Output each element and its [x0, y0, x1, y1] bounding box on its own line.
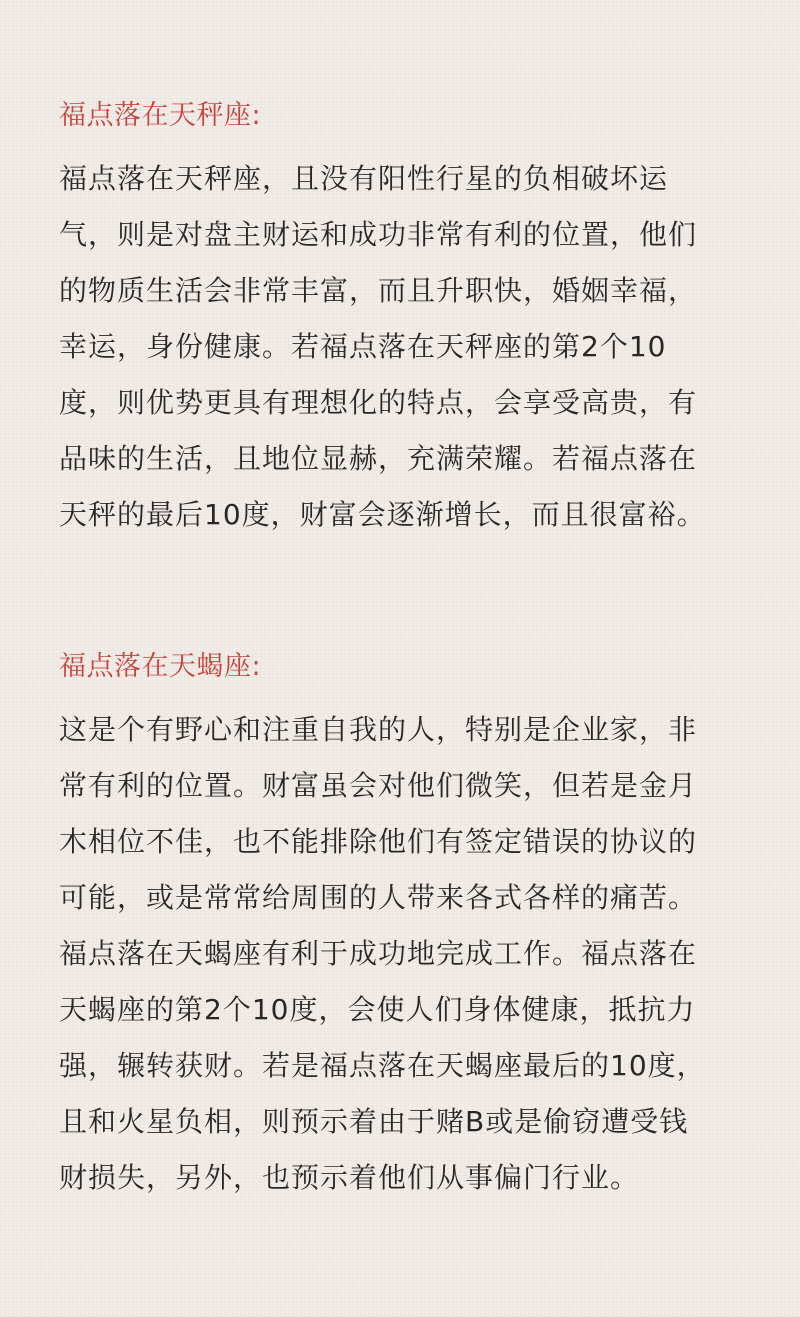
body-line: 天秤的最后10度，财富会逐渐增长，而且很富裕。	[59, 498, 706, 531]
section-libra	[59, 94, 749, 543]
body-line: 福点落在天蝎座有利于成功地完成工作。福点落在	[59, 937, 698, 970]
section-body-scorpio	[59, 702, 749, 1206]
section-title-scorpio: 福点落在天蝎座:	[59, 651, 262, 682]
section-title-libra: 福点落在天秤座:	[59, 100, 262, 131]
body-line: 福点落在天秤座，且没有阳性行星的负相破坏运	[59, 162, 669, 195]
body-line: 度，则优势更具有理想化的特点，会享受高贵，有	[59, 386, 698, 419]
body-line: 这是个有野心和注重自我的人，特别是企业家，非	[59, 713, 698, 746]
body-line: 幸运，身份健康。若福点落在天秤座的第2个10	[59, 330, 667, 363]
body-line: 的物质生活会非常丰富，而且升职快，婚姻幸福，	[59, 274, 698, 307]
body-line: 天蝎座的第2个10度，会使人们身体健康，抵抗力	[59, 993, 696, 1026]
body-line: 气，则是对盘主财运和成功非常有利的位置，他们	[59, 218, 698, 251]
body-line: 强，辗转获财。若是福点落在天蝎座最后的10度，	[59, 1049, 706, 1082]
body-line: 可能，或是常常给周围的人带来各式各样的痛苦。	[59, 881, 698, 914]
section-body-libra	[59, 151, 749, 543]
body-line: 木相位不佳，也不能排除他们有签定错误的协议的	[59, 825, 698, 858]
body-line: 品味的生活，且地位显赫，充满荣耀。若福点落在	[59, 442, 698, 475]
body-line: 财损失，另外，也预示着他们从事偏门行业。	[59, 1161, 640, 1194]
section-scorpio	[59, 645, 749, 1206]
body-line: 常有利的位置。财富虽会对他们微笑，但若是金月	[59, 769, 698, 802]
body-line: 且和火星负相，则预示着由于赌B或是偷窃遭受钱	[59, 1105, 689, 1138]
